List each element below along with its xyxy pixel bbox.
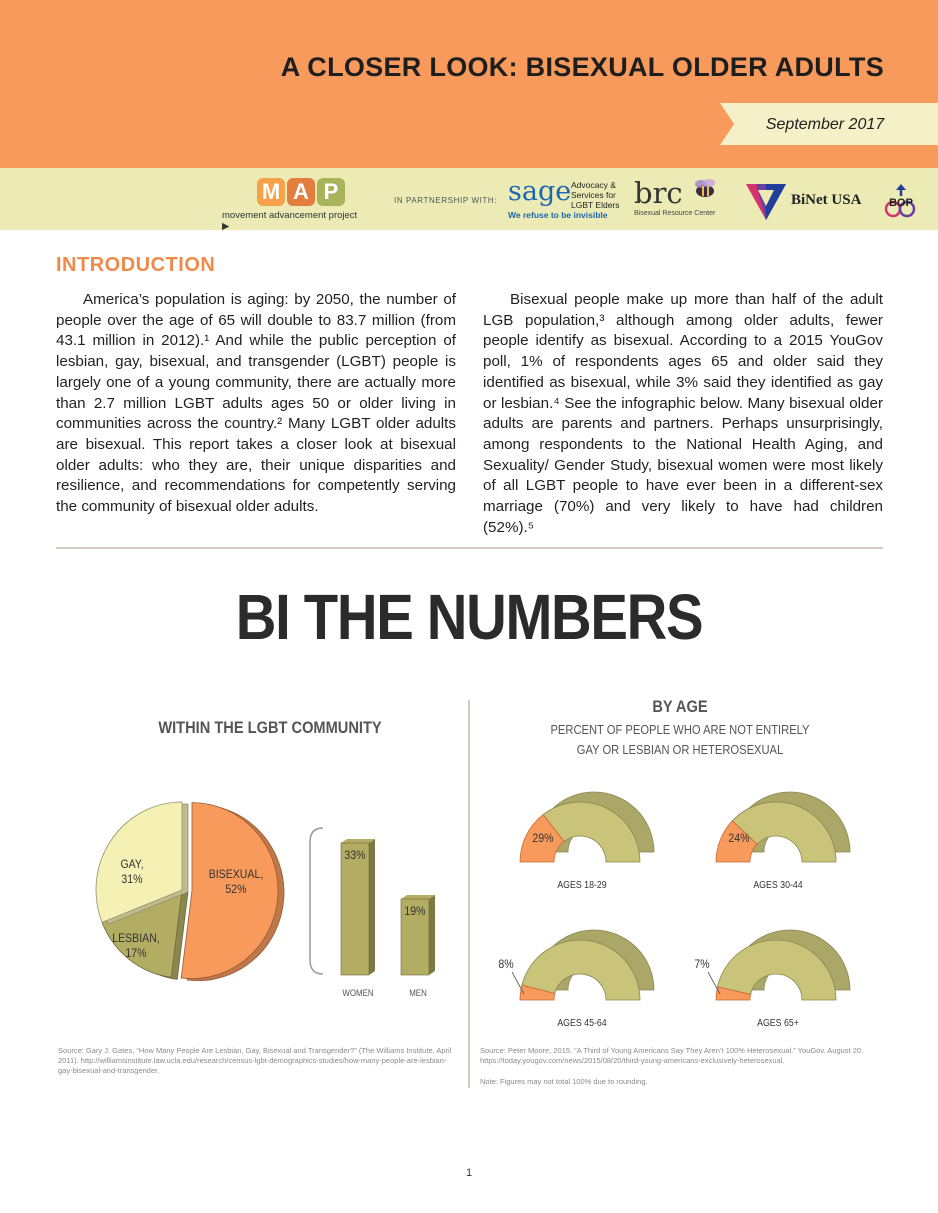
pie-label-name: BISEXUAL, (208, 868, 264, 882)
brc-caption: Bisexual Resource Center (634, 210, 716, 217)
page-number: 1 (465, 1167, 473, 1179)
bop-wordmark: BOP (889, 197, 913, 209)
bar-women (341, 843, 369, 975)
map-letter-m: M (257, 178, 285, 206)
document-title: A CLOSER LOOK: BISEXUAL OLDER ADULTS (280, 52, 884, 82)
pie-label-name: LESBIAN, (112, 932, 160, 946)
age-value-label: 7% (694, 958, 710, 972)
pie-label-value: 31% (121, 873, 143, 887)
lgbt-community-heading: WITHIN THE LGBT COMMUNITY (158, 718, 382, 737)
age-category-label: AGES 30-44 (753, 878, 803, 891)
right-source-note: Source: Peter Moore, 2015. “A Third of Young Americans Say They Aren’t 100% Heterosexual.” YouGov. August 20. https://today.yougov.com/news/2015/08/20/third-young-americans-exclusively-heterosexual. (480, 1046, 864, 1065)
sage-side-line: LGBT Elders (571, 200, 620, 210)
bar-value-label: 33% (344, 849, 366, 863)
sage-side-line: Advocacy & (571, 180, 616, 190)
by-age-subheading-line: PERCENT OF PEOPLE WHO ARE NOT ENTIRELY (550, 722, 810, 737)
intro-paragraph: Bisexual people make up more than half of the adult LGB population,³ although among older adults, fewer people identify as bisexual. According to a 2015 YouGov poll, 1% of respondents ages 65 and older said they identified as bisexual, while 3% said they identified as gay or lesbian.⁴ See the infographic below. Many bisexual older adults are parents and partners. Perhaps unsurprisingly, among respondents to the National Health Aging, and Sexuality/ Gender Study, bisexual women were most likely of all LGBT people to have ever been in a different-sex marriage (70%) and very likely to have had children (52%).⁵ (483, 291, 883, 536)
infographic-title: BI THE NUMBERS (235, 581, 703, 653)
map-letter-p: P (317, 178, 345, 206)
brc-wordmark: brc (634, 176, 683, 210)
bar-category-label: MEN (409, 987, 427, 999)
age-value-label: 29% (532, 832, 554, 846)
binet-wordmark: BiNet USA (791, 192, 862, 208)
publication-date: September 2017 (765, 116, 885, 133)
intro-paragraph: America’s population is aging: by 2050, the number of people over the age of 65 will double to 83.7 million (from 43.1 million in 2012).¹ And while the public perception of lesbian, gay, bisexual, and transgender (LGBT) people is largely one of a young community, there are actually more than 2.7 million LGBT adults ages 50 or older living in communities across the country.² Many LGBT older adults are bisexual. This report takes a closer look at bisexual older adults: who they are, their unique disparities and resilience, and recommendations for competently serving the community of bisexual older adults. (56, 291, 456, 516)
pie-label-value: 52% (225, 883, 247, 897)
sage-wordmark: sage (508, 176, 572, 207)
bar-value-label: 19% (404, 905, 426, 919)
rounding-note: Note: Figures may not total 100% due to rounding. (480, 1077, 648, 1086)
age-value-label: 24% (728, 832, 750, 846)
sage-tagline: We refuse to be invisible (508, 210, 608, 220)
age-category-label: AGES 65+ (757, 1016, 799, 1029)
by-age-subheading-line: GAY OR LESBIAN OR HETEROSEXUAL (576, 742, 784, 757)
map-letter-a: A (287, 178, 315, 206)
pie-label-name: GAY, (120, 858, 144, 872)
bar-side (369, 839, 375, 975)
left-source-note: Source: Gary J. Gates, “How Many People Are Lesbian, Gay, Bisexual and Transgender?” (The Williams Institute, April 2011). http://williamsinstitute.law.ucla.edu/research/census-lgbt-demographics-studies/how-many-people-are-lesbian-gay-bisexual-and-transgender. (58, 1046, 452, 1075)
bar-category-label: WOMEN (342, 987, 374, 999)
age-value-label: 8% (498, 958, 514, 972)
intro-heading: INTRODUCTION (56, 254, 216, 276)
sage-side-line: Services for (571, 190, 616, 200)
age-category-label: AGES 18-29 (557, 878, 607, 891)
partnership-label: IN PARTNERSHIP WITH: (394, 196, 498, 205)
age-category-label: AGES 45-64 (557, 1016, 607, 1029)
by-age-heading: BY AGE (652, 697, 708, 716)
map-caption: movement advancement project ▶ (222, 210, 358, 232)
bar-side (429, 895, 435, 975)
pie-label-value: 17% (125, 947, 147, 961)
bracket-connector (310, 828, 323, 974)
